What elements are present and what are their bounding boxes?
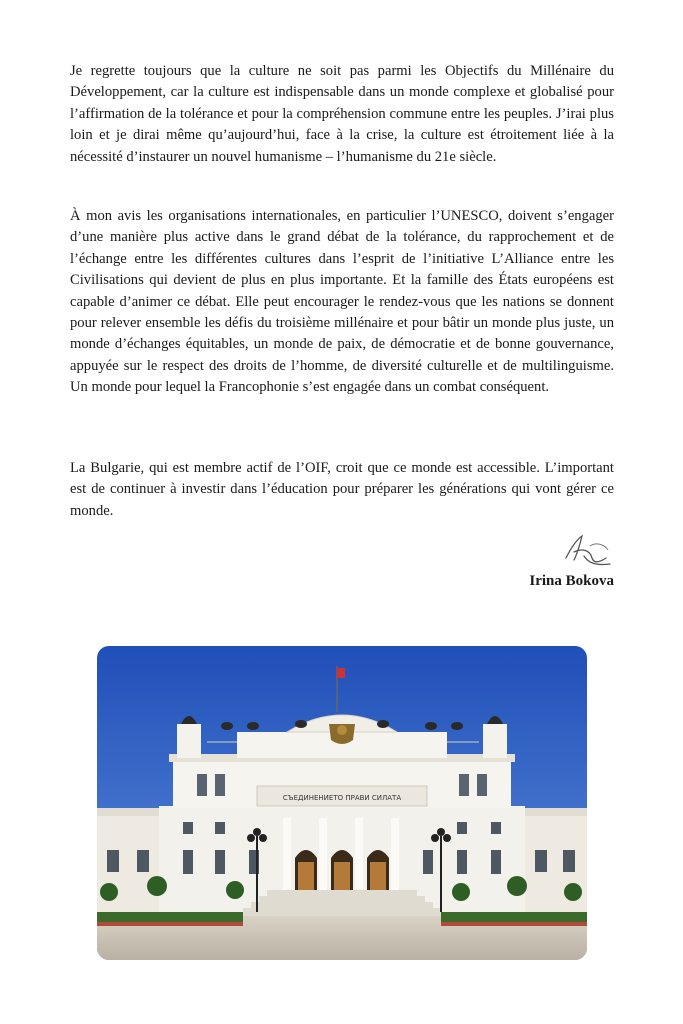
handwritten-signature — [560, 528, 616, 570]
author-name: Irina Bokova — [529, 573, 614, 589]
parliament-building-photo — [97, 646, 587, 960]
paragraph-3: La Bulgarie, qui est membre actif de l’OIF, croit que ce monde est accessible. L’important est de continuer à investir dans l’éducation pour préparer les générations qui vont gérer ce monde. — [70, 460, 614, 519]
paragraph-1: Je regrette toujours que la culture ne soit pas parmi les Objectifs du Millénaire du Développement, car la culture est indispensable dans un monde complexe et globalisé pour l’affirmation de la tolérance et pour la compréhension commune entre les peuples. J’irai plus loin et je dirai même qu’aujourd’hui, face à la crise, la culture est étroitement liée à la nécessité d’instaurer un nouvel humanisme – l’humanisme du 21e siècle. — [70, 63, 614, 165]
paragraph-2: À mon avis les organisations internationales, en particulier l’UNESCO, doivent s’engager d’une manière plus active dans le grand débat de la tolérance, du rapprochement et de l’échange entre les différentes cultures dans l’esprit de l’initiative L’Alliance entre les Civilisations qui devient de plus en plus importante. Et la famille des États européens est capable d’animer ce débat. Elle peut encourager le rendez-vous que les nations se donnent pour relever ensemble les défis du troisième millénaire et pour bâtir un monde plus juste, un monde d’échanges équitables, un monde de paix, de démocratie et de bonne gouvernance, appuyée sur le respect des droits de l’homme, de diversité culturelle et de multilinguisme. Un monde pour lequel la Francophonie s’est engagée dans un combat conséquent. — [70, 208, 614, 396]
building-inscription: СЪЕДИНЕНИЕТО ПРАВИ СИЛАТА — [282, 794, 402, 802]
